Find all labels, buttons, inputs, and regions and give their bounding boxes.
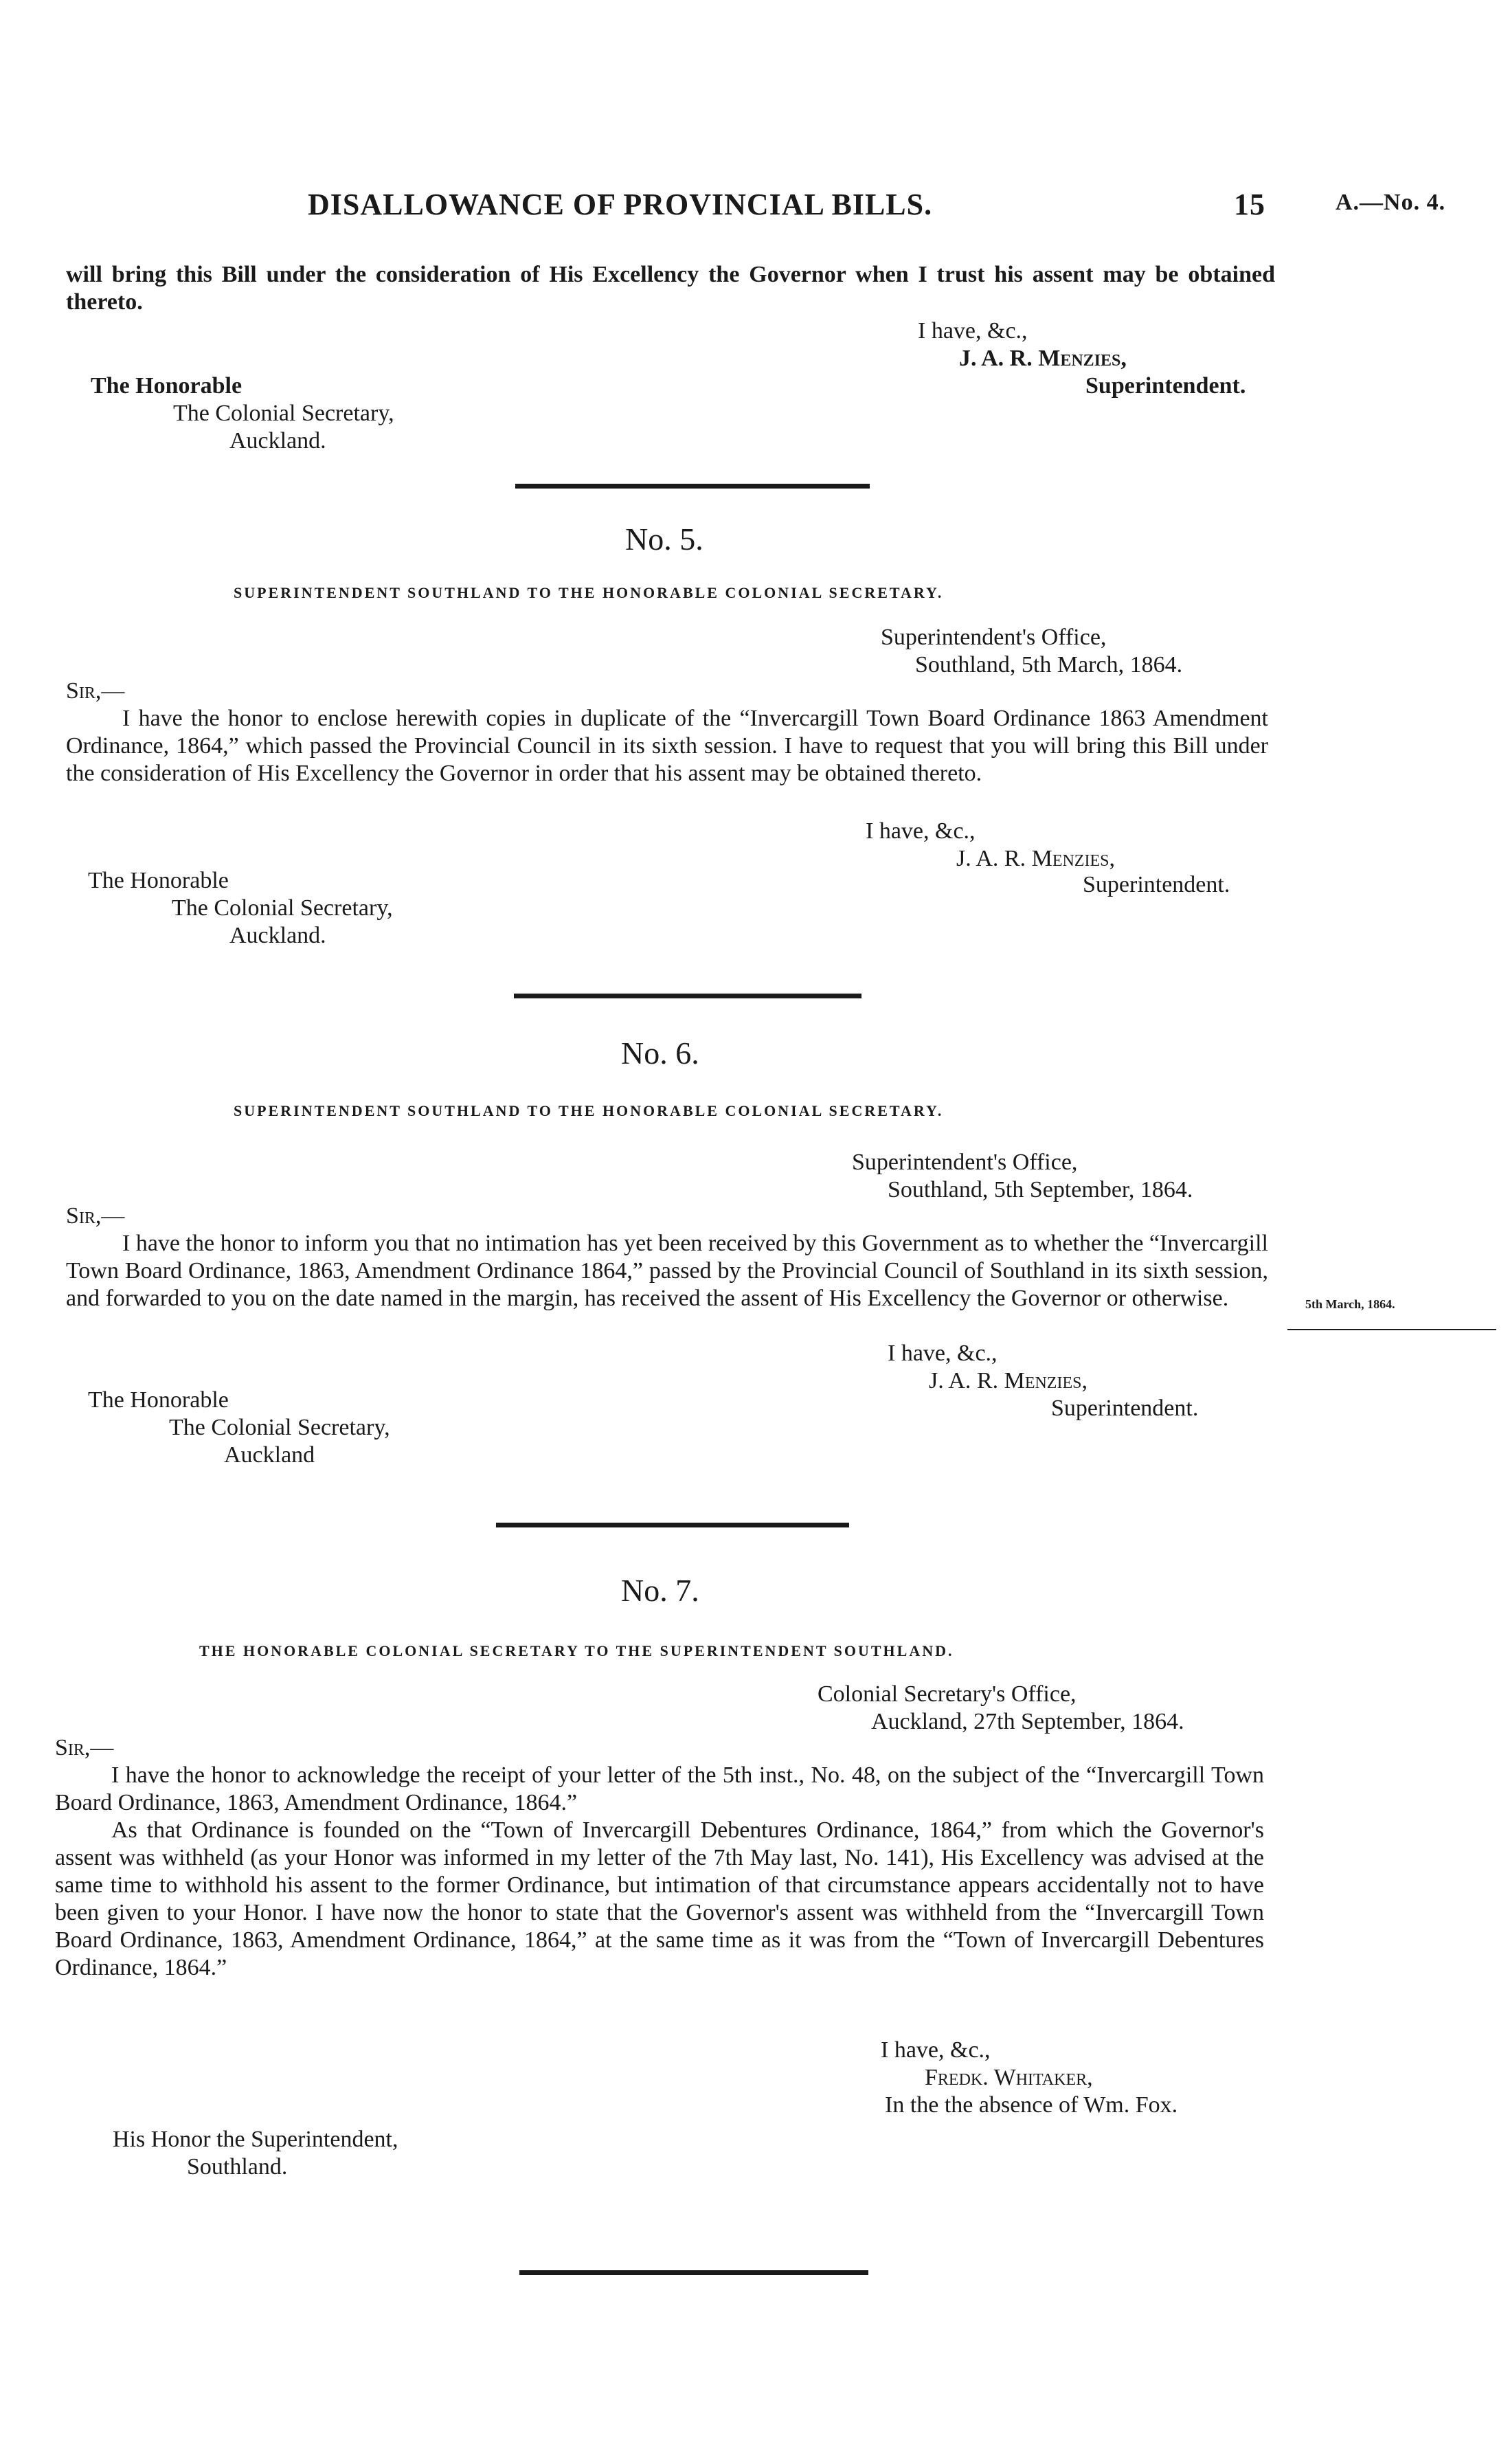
letter-heading: SUPERINTENDENT SOUTHLAND TO THE HONORABLE COLONIAL SECRETARY. — [234, 584, 944, 601]
office: Superintendent's Office, — [881, 625, 1107, 650]
addressee-line-1: His Honor the Superintendent, — [113, 2127, 398, 2152]
section-rule — [496, 1523, 849, 1527]
place-date: Southland, 5th March, 1864. — [915, 652, 1183, 677]
office: Superintendent's Office, — [852, 1150, 1078, 1175]
office: Colonial Secretary's Office, — [818, 1681, 1077, 1707]
letter-heading: THE HONORABLE COLONIAL SECRETARY TO THE SUPERINTENDENT SOUTHLAND. — [199, 1642, 954, 1659]
letter-number: No. 7. — [621, 1573, 699, 1608]
margin-note: 5th March, 1864. — [1305, 1297, 1395, 1311]
margin-rule — [1287, 1329, 1496, 1330]
document-reference: A.—No. 4. — [1336, 190, 1446, 215]
signer-title: Superintendent. — [1051, 1396, 1199, 1421]
letter-body — [66, 1230, 1268, 1312]
signer: J. A. R. Menzies, — [959, 346, 1127, 371]
section-rule — [515, 484, 870, 489]
signer-title: In the the absence of Wm. Fox. — [885, 2092, 1178, 2118]
page-number: 15 — [1234, 188, 1265, 221]
signer-title: Superintendent. — [1083, 872, 1230, 897]
letter-heading: SUPERINTENDENT SOUTHLAND TO THE HONORABLE COLONIAL SECRETARY. — [234, 1102, 944, 1119]
salutation: Sir,— — [66, 1203, 125, 1229]
addressee-line-2: Southland. — [187, 2154, 288, 2180]
running-title: DISALLOWANCE OF PROVINCIAL BILLS. — [308, 188, 933, 221]
addressee-line-3: Auckland — [224, 1442, 315, 1468]
signer: J. A. R. Menzies, — [956, 846, 1115, 871]
section-rule — [519, 2270, 868, 2275]
signer: Fredk. Whitaker, — [925, 2065, 1093, 2090]
signer: J. A. R. Menzies, — [929, 1368, 1088, 1393]
addressee-line-1: The Honorable — [91, 373, 243, 399]
letter-body — [66, 705, 1268, 787]
addressee-line-1: The Honorable — [88, 1387, 229, 1413]
salutation: Sir,— — [55, 1735, 114, 1760]
paragraph: I have the honor to enclose herewith copies in duplicate of the “Invercargill Town Board Ordinance 1863 Amendment Ordinance, 1864,” which passed the Provincial Council in its sixth session. I have to request that you will bring this Bill under the consideration of His Excellency the Governor in order that his assent may be obtained thereto. — [66, 706, 1268, 786]
letter-body — [55, 1762, 1264, 1982]
salutation: Sir,— — [66, 678, 125, 704]
paragraph: I have the honor to inform you that no intimation has yet been received by this Government as to whether the “Invercargill Town Board Ordinance, 1863, Amendment Ordinance 1864,” passed by the Provincial Council of Southland in its sixth session, and forwarded to you on the date named in the margin, has received the assent of His Excellency the Governor or otherwise. — [66, 1231, 1268, 1311]
letter-number: No. 5. — [625, 522, 703, 557]
closing: I have, &c., — [918, 318, 1028, 344]
letter-number: No. 6. — [621, 1035, 699, 1071]
addressee-line-2: The Colonial Secretary, — [172, 895, 393, 921]
section-rule — [514, 994, 861, 998]
place-date: Auckland, 27th September, 1864. — [871, 1709, 1184, 1734]
continuation-text: will bring this Bill under the consideration of His Excellency the Governor when I trust his assent may be obtained thereto. — [66, 262, 1275, 315]
closing: I have, &c., — [888, 1341, 998, 1366]
paragraph: I have the honor to acknowledge the receipt of your letter of the 5th inst., No. 48, on the subject of the “Invercargill Town Board Ordinance, 1863, Amendment Ordinance, 1864.” — [55, 1762, 1264, 1815]
closing: I have, &c., — [881, 2037, 991, 2063]
closing: I have, &c., — [866, 818, 976, 844]
paragraph: As that Ordinance is founded on the “Town of Invercargill Debentures Ordinance, 1864,” from which the Governor's assent was withheld (as your Honor was informed in my letter of the 7th May last, No. 141), His Excellency was advised at the same time to withhold his assent to the former Ordinance, but intimation of that circumstance appears accidentally not to have been given to your Honor. I have now the honor to state that the Governor's assent was withheld from the “Invercargill Town Board Ordinance, 1863, Amendment Ordinance, 1864,” at the same time as it was from the “Town of Invercargill Debentures Ordinance, 1864.” — [55, 1817, 1264, 1980]
addressee-line-2: The Colonial Secretary, — [173, 401, 394, 426]
place-date: Southland, 5th September, 1864. — [888, 1177, 1193, 1202]
signer-title: Superintendent. — [1085, 373, 1246, 399]
addressee-line-1: The Honorable — [88, 868, 229, 893]
addressee-line-3: Auckland. — [229, 923, 326, 948]
addressee-line-2: The Colonial Secretary, — [169, 1415, 390, 1440]
addressee-line-3: Auckland. — [229, 428, 326, 453]
